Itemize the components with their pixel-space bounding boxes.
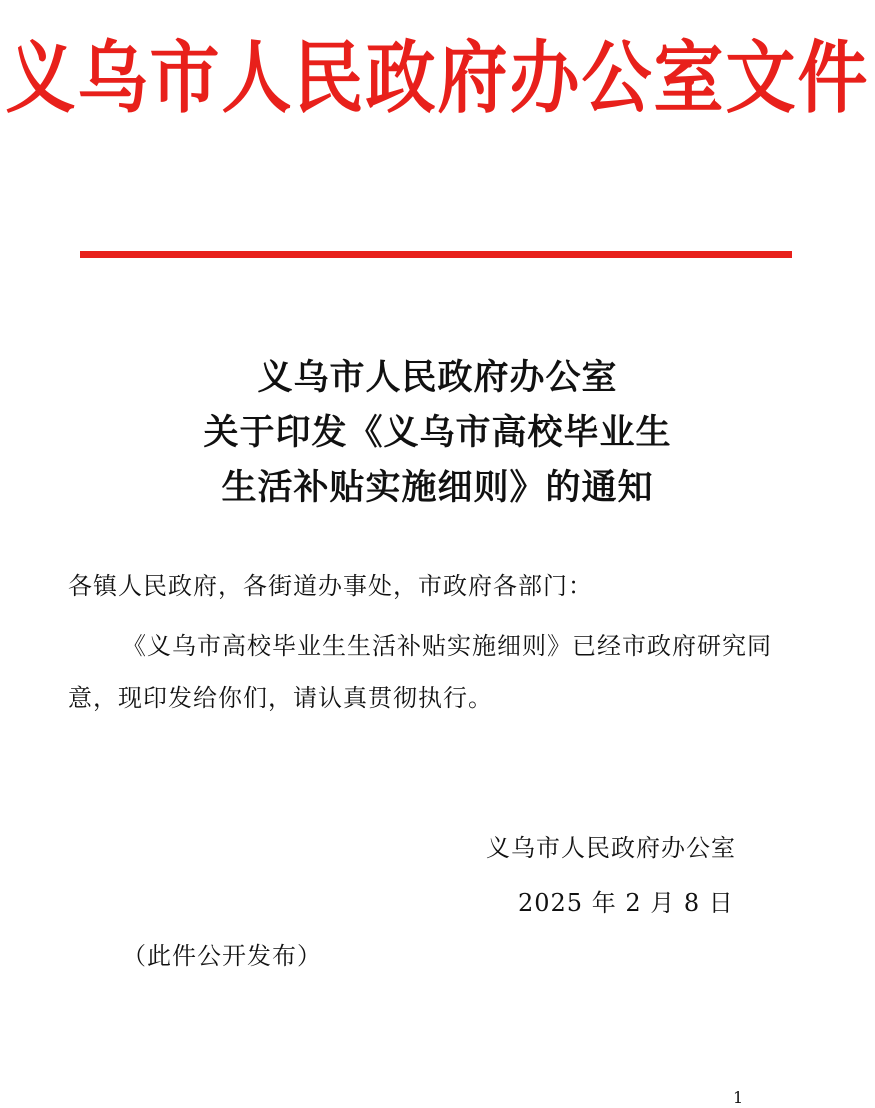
addressee-line: 各镇人民政府，各街道办事处，市政府各部门： — [68, 572, 593, 600]
page-number: 1 — [733, 1088, 744, 1107]
document-masthead: 义乌市人民政府办公室文件 — [5, 32, 870, 124]
title-line-3: 生活补贴实施细则》的通知 — [221, 467, 654, 508]
public-release-note: （此件公开发布） — [122, 942, 322, 970]
signature-date: 2025 年 2 月 8 日 — [518, 889, 734, 917]
signature-organization: 义乌市人民政府办公室 — [486, 834, 736, 862]
document-title — [0, 350, 875, 515]
title-line-1: 义乌市人民政府办公室 — [257, 357, 618, 398]
body-paragraph: 《义乌市高校毕业生生活补贴实施细则》已经市政府研究同意，现印发给你们，请认真贯彻执行。 — [68, 632, 772, 712]
title-line-2: 关于印发《义乌市高校毕业生 — [203, 412, 672, 453]
red-separator-rule — [80, 251, 792, 258]
